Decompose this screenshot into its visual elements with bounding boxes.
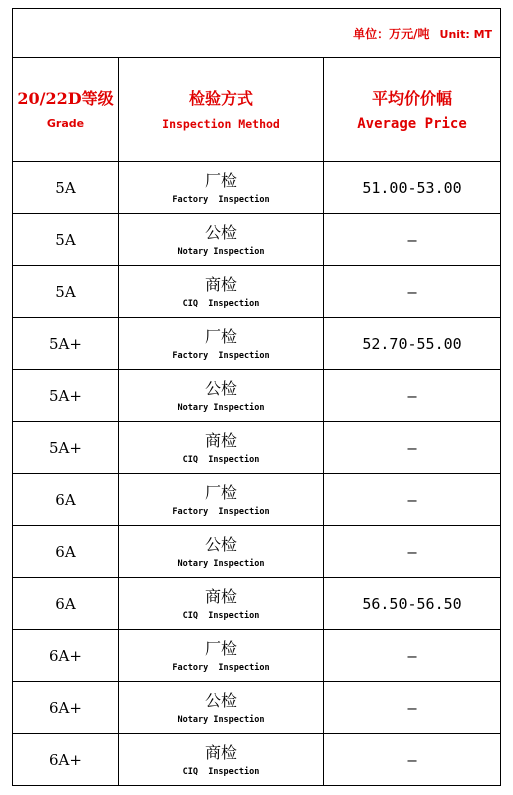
table-row [13,578,501,630]
table-row [13,214,501,266]
header-method [119,58,324,162]
grade-cell: 5A+ [13,318,119,370]
method-cell [119,214,324,266]
grade-cell: 6A+ [13,682,119,734]
header-grade [13,58,119,162]
method-cn: 商检 [204,274,237,294]
price-cell: – [324,526,501,578]
header-grade-cn: 20/22D等级 [17,88,114,108]
header-grade-en: Grade [46,116,85,130]
header-row [13,58,501,162]
table-row [13,266,501,318]
table-row [13,682,501,734]
method-cn: 厂检 [204,638,237,658]
unit-label-cn: 单位：万元/吨 [353,26,430,41]
grade-cell: 5A+ [13,422,119,474]
price-cell: 51.00-53.00 [324,162,501,214]
method-cn: 公检 [204,222,237,242]
table-row [13,630,501,682]
method-cn: 厂检 [204,326,237,346]
method-cell [119,318,324,370]
method-cn: 公检 [204,690,237,710]
header-price-cn: 平均价价幅 [372,88,453,108]
price-table [12,8,501,786]
method-cell [119,162,324,214]
price-cell: 52.70-55.00 [324,318,501,370]
price-cell: – [324,474,501,526]
method-cell [119,578,324,630]
grade-cell: 6A [13,578,119,630]
table-row [13,162,501,214]
grade-cell: 5A [13,162,119,214]
method-cn: 商检 [204,742,237,762]
method-en: Notary Inspection [177,714,265,725]
header-price-en: Average Price [357,115,467,132]
method-en: Factory Inspection [172,194,270,205]
method-en: CIQ Inspection [182,610,260,621]
grade-cell: 5A [13,214,119,266]
method-cn: 厂检 [204,170,237,190]
header-method-cn: 检验方式 [188,88,253,108]
method-en: Factory Inspection [172,350,270,361]
method-cn: 公检 [204,534,237,554]
grade-cell: 5A [13,266,119,318]
table-row [13,474,501,526]
method-cn: 公检 [204,378,237,398]
method-cell [119,474,324,526]
header-method-en: Inspection Method [162,116,280,131]
table-row [13,370,501,422]
price-cell: – [324,630,501,682]
method-en: Factory Inspection [172,662,270,673]
unit-label-en: Unit: MT [439,27,493,41]
grade-cell: 6A+ [13,630,119,682]
method-cell [119,526,324,578]
grade-cell: 6A [13,474,119,526]
price-cell: – [324,214,501,266]
price-cell: 56.50-56.50 [324,578,501,630]
unit-cell [13,9,501,58]
method-cn: 商检 [204,586,237,606]
price-cell: – [324,734,501,786]
method-cell [119,682,324,734]
grade-cell: 6A [13,526,119,578]
table-row [13,422,501,474]
price-cell: – [324,370,501,422]
price-cell: – [324,422,501,474]
table-row [13,526,501,578]
method-cell [119,630,324,682]
table-body [13,162,501,786]
grade-cell: 5A+ [13,370,119,422]
unit-row [13,9,501,58]
method-en: Factory Inspection [172,506,270,517]
method-cell [119,266,324,318]
header-price [324,58,501,162]
method-cn: 厂检 [204,482,237,502]
method-cell [119,734,324,786]
table-row [13,318,501,370]
price-cell: – [324,682,501,734]
method-cell [119,422,324,474]
method-cell [119,370,324,422]
method-en: CIQ Inspection [182,766,260,777]
price-cell: – [324,266,501,318]
method-en: CIQ Inspection [182,298,260,309]
method-en: Notary Inspection [177,246,265,257]
grade-cell: 6A+ [13,734,119,786]
method-en: Notary Inspection [177,402,265,413]
table-row [13,734,501,786]
method-en: Notary Inspection [177,558,265,569]
method-cn: 商检 [204,430,237,450]
method-en: CIQ Inspection [182,454,260,465]
